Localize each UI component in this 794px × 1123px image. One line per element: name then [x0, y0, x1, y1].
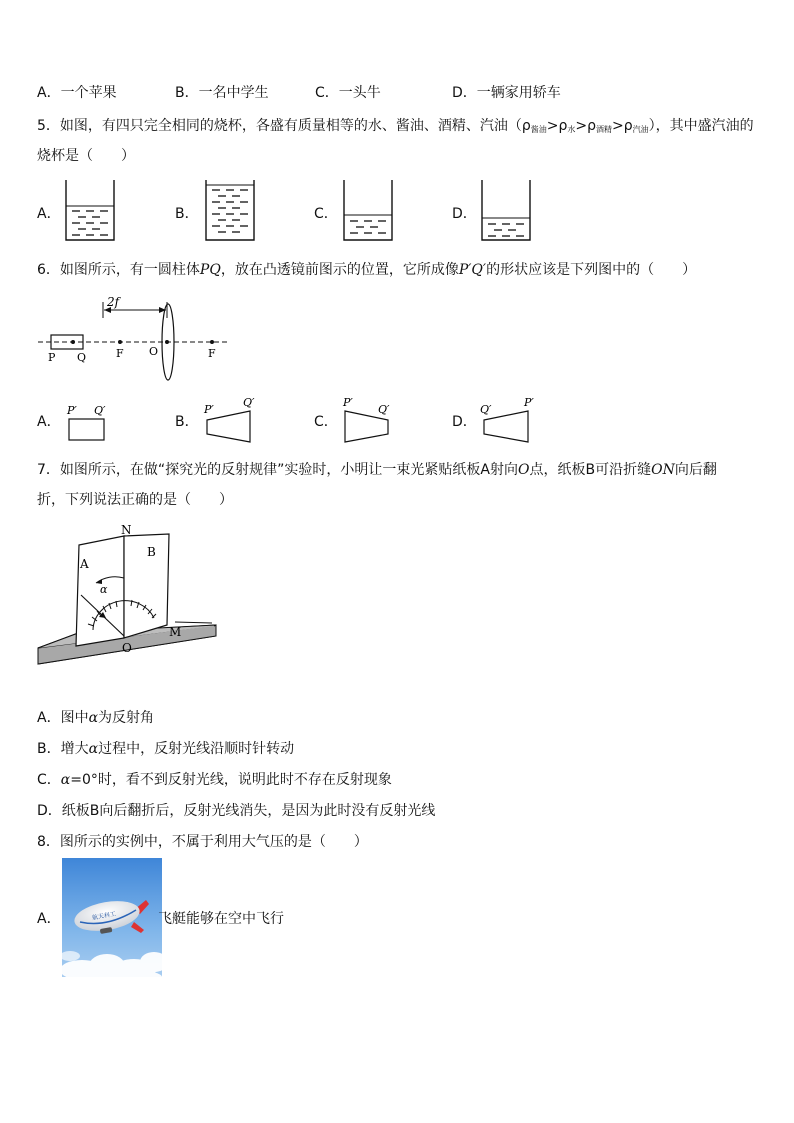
q6-label-b: B．	[175, 414, 199, 430]
q5-stem-line2: 烧杯是（ ）	[37, 148, 135, 164]
board-b-label: B	[147, 545, 156, 559]
q6-option-a-shape	[64, 400, 114, 444]
point-o-label: O	[122, 641, 132, 655]
q7-stem-line1: 7．如图所示，在做“探究光的反射规律”实验时，小明让一束光紧贴纸板A射向O点，纸板B可沿折缝ON向后翻	[37, 462, 717, 478]
q8-option-a-text: 飞艇能够在空中飞行	[158, 911, 284, 927]
point-q: Q	[77, 351, 87, 364]
svg-text:P′: P′	[343, 396, 353, 409]
q6-stem: 6．如图所示，有一圆柱体PQ，放在凸透镜前图示的位置，它所成像P′Q′的形状应该是下列图中的（ ）	[37, 262, 697, 278]
q6-option-c-shape	[340, 392, 400, 444]
q6-option-b-shape	[202, 392, 262, 444]
svg-text:P′: P′	[204, 403, 214, 416]
svg-text:Q′: Q′	[243, 396, 255, 409]
mirror-m-label: M	[169, 625, 182, 639]
q6-label-d: D．	[452, 414, 477, 430]
q4-option-d: D．一辆家用轿车	[452, 85, 561, 101]
alpha-label: α	[100, 583, 108, 596]
svg-text:Q′: Q′	[378, 403, 390, 416]
svg-text:Q′: Q′	[480, 403, 492, 416]
normal-label-n: N	[121, 523, 132, 537]
q7-option-d: D．纸板B向后翻折后，反射光线消失，是因为此时没有反射光线	[37, 803, 436, 819]
q7-option-b: B．增大α过程中，反射光线沿顺时针转动	[37, 741, 295, 757]
svg-text:P′: P′	[524, 396, 534, 409]
point-p: P	[48, 351, 56, 364]
q5-label-a: A．	[37, 206, 61, 222]
q5-beaker-d	[478, 178, 536, 244]
q4-option-c: C．一头牛	[315, 85, 381, 101]
svg-text:Q′: Q′	[94, 404, 106, 417]
q8-blimp-photo	[62, 858, 162, 977]
optical-center-o: O	[149, 345, 159, 358]
q5-beaker-a	[62, 178, 120, 244]
q6-lens-diagram	[36, 294, 236, 386]
q5-beaker-b	[202, 178, 260, 244]
focus-f-left: F	[116, 347, 124, 360]
q7-option-c: C．α=0°时，看不到反射光线，说明此时不存在反射现象	[37, 772, 392, 788]
q4-option-a: A．一个苹果	[37, 85, 117, 101]
q6-label-a: A．	[37, 414, 61, 430]
q5-beaker-c	[340, 178, 398, 244]
q5-label-d: D．	[452, 206, 477, 222]
q7-reflection-diagram	[36, 520, 226, 690]
two-f-label: 2f	[107, 295, 120, 309]
svg-text:航天科工: 航天科工	[91, 910, 117, 922]
svg-text:P′: P′	[67, 404, 77, 417]
q5-stem-line1: 5．如图，有四只完全相同的烧杯，各盛有质量相等的水、酱油、酒精、汽油$(\rho_{酱油}>\rho_水>\rho_{酒精}>\rho_{汽油})$，其中盛汽油的	[37, 118, 754, 134]
q8-label-a: A．	[37, 911, 61, 927]
focus-f-right: F	[208, 347, 216, 360]
q6-label-c: C．	[314, 414, 338, 430]
q6-option-d-shape	[478, 392, 538, 444]
q5-label-c: C．	[314, 206, 338, 222]
board-a-label: A	[80, 557, 89, 571]
q5-label-b: B．	[175, 206, 199, 222]
q4-option-b: B．一名中学生	[175, 85, 269, 101]
q7-stem-line2: 折，下列说法正确的是（ ）	[37, 492, 233, 508]
q8-stem: 8．图所示的实例中，不属于利用大气压的是（ ）	[37, 834, 368, 850]
q7-option-a: A．图中α为反射角	[37, 710, 155, 726]
